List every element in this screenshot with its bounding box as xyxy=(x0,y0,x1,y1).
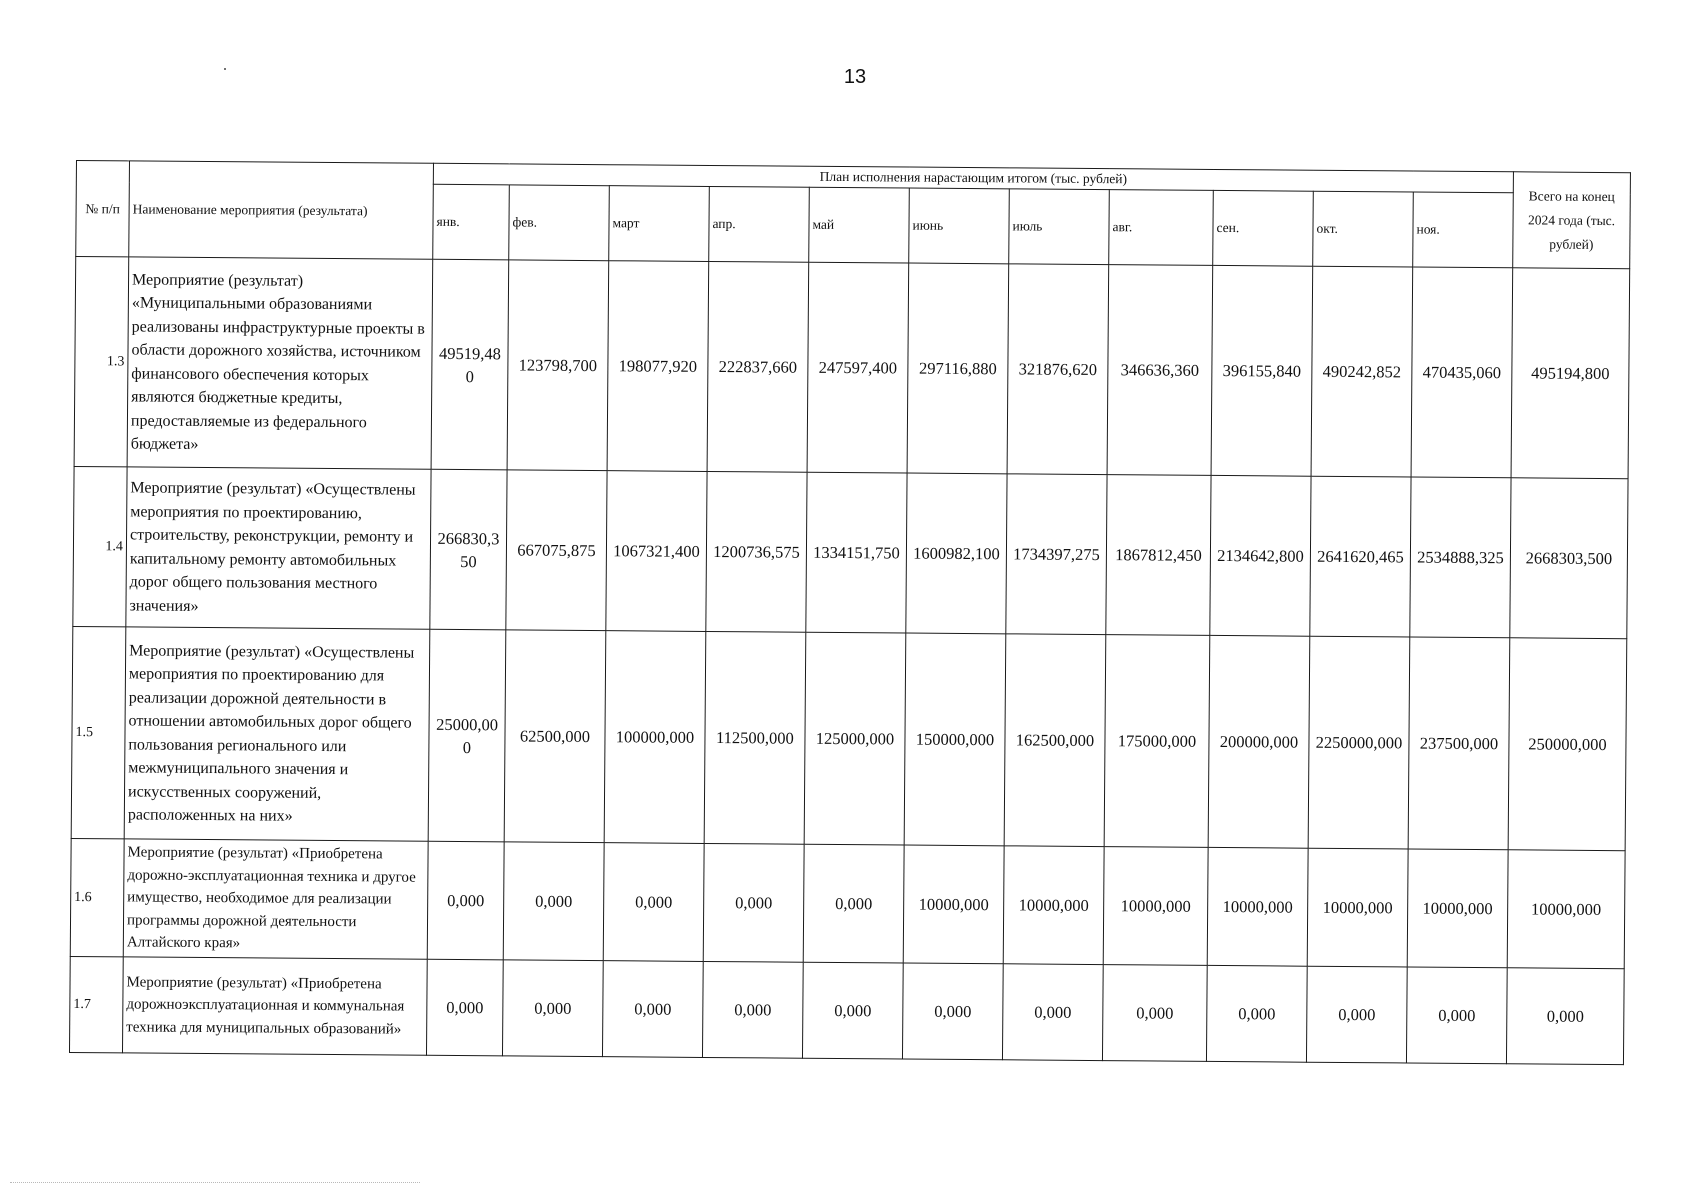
cell-feb: 667075,875 xyxy=(506,470,607,631)
cell-jun: 297116,880 xyxy=(907,263,1009,474)
row-name: Мероприятие (результат) «Приобретена дорожно-эксплуатационная техника и другое имущество, необходимое для реализации программы дорожной деятельности Алтайского края» xyxy=(123,839,428,959)
cell-jan: 49519,480 xyxy=(431,259,509,470)
cell-feb: 62500,000 xyxy=(504,630,606,843)
cell-may: 247597,400 xyxy=(807,262,909,473)
header-month-mar: март xyxy=(609,186,710,262)
cell-may: 1334151,750 xyxy=(806,472,907,633)
table-row xyxy=(73,466,1628,638)
cell-nov: 2534888,325 xyxy=(1410,477,1511,638)
cell-jan: 0,000 xyxy=(426,959,503,1056)
cell-jan: 0,000 xyxy=(427,841,504,960)
header-month-oct: окт. xyxy=(1313,191,1414,267)
cell-oct: 10000,000 xyxy=(1307,848,1408,967)
page-number: 13 xyxy=(843,66,867,88)
row-name: Мероприятие (результат) «Осуществлены мероприятия по проектированию, строительству, реконструкции, ремонту и капитальному ремонту автомобильных дорог общего пользования местного значения» xyxy=(126,467,431,629)
cell-may: 125000,000 xyxy=(804,632,906,845)
cell-apr: 0,000 xyxy=(702,961,803,1058)
scan-speck xyxy=(224,68,226,70)
header-month-may: май xyxy=(809,187,910,263)
cell-jun: 1600982,100 xyxy=(906,473,1007,634)
cell-may: 0,000 xyxy=(803,844,904,963)
row-number: 1.7 xyxy=(69,956,123,1052)
row-name: Мероприятие (результат) «Муниципальными образованиями реализованы инфраструктурные проекты в области дорожного хозяйства, источником финансового обеспечения которых являются бюджетные кредиты, предоставляемые из федерального бюджета» xyxy=(127,257,433,469)
header-month-aug: авг. xyxy=(1109,190,1214,266)
plan-table xyxy=(69,160,1631,1065)
cell-jul: 321876,620 xyxy=(1007,264,1109,475)
header-month-sep: сен. xyxy=(1213,190,1314,266)
header-name: Наименование мероприятия (результата) xyxy=(129,161,434,259)
document-sheet xyxy=(69,160,1630,1065)
cell-apr: 1200736,575 xyxy=(706,471,807,632)
header-plan-group: План исполнения нарастающим итогом (тыс. рублей) xyxy=(433,163,1513,192)
cell-total: 0,000 xyxy=(1506,968,1624,1065)
cell-aug: 1867812,450 xyxy=(1106,475,1211,636)
header-month-feb: фев. xyxy=(509,185,610,261)
cell-aug: 346636,360 xyxy=(1107,265,1213,476)
cell-oct: 2250000,000 xyxy=(1308,636,1410,849)
cell-jul: 0,000 xyxy=(1002,964,1103,1061)
row-name: Мероприятие (результат) «Осуществлены мероприятия по проектированию для реализации дорожной деятельности в отношении автомобильных дорог общего пользования регионального или межмуниципального значения и искусственных сооружений, расположенных на них» xyxy=(124,627,430,841)
header-month-jun: июнь xyxy=(909,188,1010,264)
cell-jun: 150000,000 xyxy=(904,633,1006,846)
cell-jul: 162500,000 xyxy=(1004,634,1106,847)
table-row xyxy=(71,626,1627,850)
cell-apr: 0,000 xyxy=(703,843,804,962)
cell-nov: 0,000 xyxy=(1406,967,1507,1064)
table-row xyxy=(69,956,1624,1064)
cell-nov: 237500,000 xyxy=(1408,637,1510,850)
row-number: 1.3 xyxy=(74,257,129,467)
cell-mar: 0,000 xyxy=(602,961,703,1058)
header-month-jul: июль xyxy=(1009,189,1110,265)
cell-sep: 396155,840 xyxy=(1211,265,1313,476)
cell-total: 2668303,500 xyxy=(1510,478,1628,639)
row-number: 1.5 xyxy=(71,626,126,838)
cell-oct: 2641620,465 xyxy=(1310,476,1411,637)
cell-sep: 0,000 xyxy=(1206,965,1307,1062)
cell-mar: 0,000 xyxy=(603,843,704,962)
cell-oct: 0,000 xyxy=(1306,966,1407,1063)
cell-oct: 490242,852 xyxy=(1311,266,1413,477)
cell-jan: 25000,000 xyxy=(428,629,506,842)
cell-jun: 10000,000 xyxy=(903,845,1004,964)
cell-mar: 1067321,400 xyxy=(606,471,707,632)
cell-sep: 2134642,800 xyxy=(1210,475,1311,636)
cell-nov: 470435,060 xyxy=(1411,267,1513,478)
cell-feb: 123798,700 xyxy=(507,260,609,471)
cell-total: 495194,800 xyxy=(1511,268,1630,479)
cell-apr: 222837,660 xyxy=(707,261,809,472)
cell-aug: 10000,000 xyxy=(1103,847,1208,966)
cell-apr: 112500,000 xyxy=(704,631,806,844)
header-month-nov: ноя. xyxy=(1413,192,1514,268)
cell-total: 10000,000 xyxy=(1507,850,1625,969)
cell-jun: 0,000 xyxy=(902,963,1003,1060)
cell-jul: 1734397,275 xyxy=(1006,474,1107,635)
cell-jul: 10000,000 xyxy=(1003,846,1104,965)
cell-aug: 175000,000 xyxy=(1104,635,1210,848)
header-total: Всего на конец 2024 года (тыс. рублей) xyxy=(1513,172,1631,269)
cell-feb: 0,000 xyxy=(502,960,603,1057)
scan-artifact-line xyxy=(10,1182,420,1183)
cell-mar: 100000,000 xyxy=(604,631,706,844)
row-name: Мероприятие (результат) «Приобретена дорожноэксплуатационная и коммунальная техника для муниципальных образований» xyxy=(122,957,427,1055)
cell-feb: 0,000 xyxy=(503,842,604,961)
cell-aug: 0,000 xyxy=(1102,965,1207,1062)
cell-mar: 198077,920 xyxy=(607,261,709,472)
cell-sep: 10000,000 xyxy=(1207,847,1308,966)
header-month-apr: апр. xyxy=(709,186,810,262)
cell-sep: 200000,000 xyxy=(1208,635,1310,848)
cell-nov: 10000,000 xyxy=(1407,849,1508,968)
row-number: 1.4 xyxy=(73,466,127,626)
table-row xyxy=(70,838,1625,968)
row-number: 1.6 xyxy=(70,838,124,956)
header-month-jan: янв. xyxy=(433,184,510,260)
cell-jan: 266830,350 xyxy=(430,469,507,630)
header-num: № п/п xyxy=(76,161,130,257)
cell-may: 0,000 xyxy=(802,962,903,1059)
table-row xyxy=(74,257,1630,479)
cell-total: 250000,000 xyxy=(1508,638,1627,851)
